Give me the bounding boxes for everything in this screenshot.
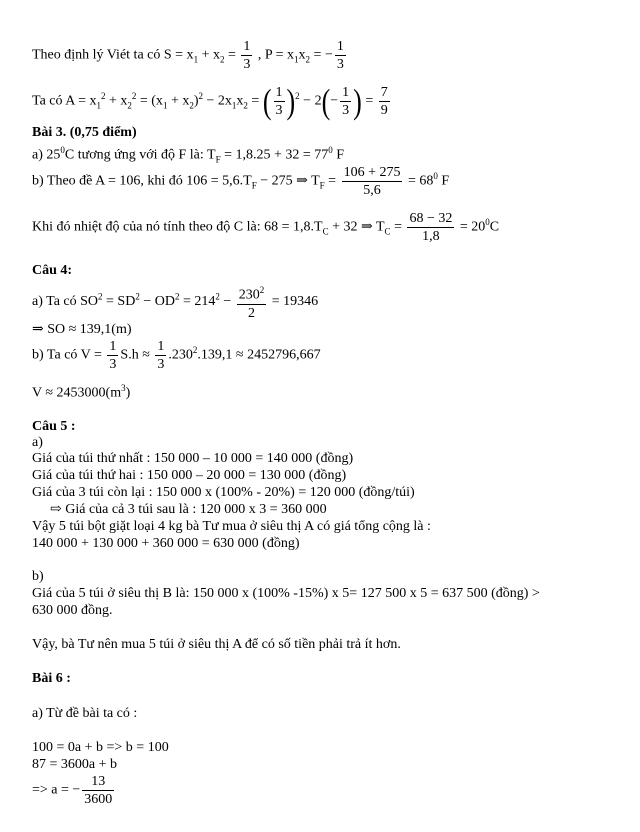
text-line: a) Ta có $SO^2 = SD^2 - OD^2 = 214^2$ − $\frac{230^2}{2}$ = 19346 xyxy=(32,282,318,322)
text-line: $V \approx 2453000(m^3)$ xyxy=(32,383,131,401)
section-heading: Câu 5 : xyxy=(32,419,76,434)
text-line: 140 000 + 130 000 + 360 000 = 630 000 (đồng) xyxy=(32,536,300,551)
text-line: a) xyxy=(32,435,43,450)
fraction: $\frac{1}{3}$ xyxy=(109,339,117,372)
text-line: a) $25^0C$ tương ứng với độ F là: $T_F = 1,8.25 + 32 = 77^0$ F xyxy=(32,145,345,165)
text-line: b) Theo đề A = 106, khi đó $106 = 5,6.T_F - 275$ ⇒ $T_F$ = $\frac{106 + 275}{5,6}$ = $68^0$ F xyxy=(32,165,450,198)
section-heading: Bài 3. (0,75 điểm) xyxy=(32,125,137,140)
viet-line: Theo định lý Viét ta có $S = x_1 + x_2$ = $\frac{1}{3}$ , $P = x_1x_2$ = − $\frac{1}{3}$ xyxy=(32,39,344,72)
text-line: 100 = 0a + b => b = 100 xyxy=(32,740,169,755)
text-line: b) xyxy=(32,569,44,584)
text-line: b) Ta có V = $\frac{1}{3}$ S.h ≈ $\frac{1}{3}$ $.230^2.139,1 \approx 2452796,667$ xyxy=(32,339,321,372)
text-line: Vậy, bà Tư nên mua 5 túi ở siêu thị A để có số tiền phải trả ít hơn. xyxy=(32,637,401,652)
fraction: $\frac{1}{3}$ xyxy=(336,39,344,72)
fraction: $\frac{1}{3}$ xyxy=(243,39,251,72)
text-line: 87 = 3600a + b xyxy=(32,757,118,772)
sum-squares-line: Ta có $A = x_1^2 + x_2^2 = (x_1 + x_2)^2 - 2x_1x_2$ = ( $\frac{1}{3}$ )$^2$ − 2(− $\frac{1}{3}$ ) = $\frac{7}{9}$ xyxy=(32,81,388,121)
section-heading: Bài 6 : xyxy=(32,671,71,686)
fraction: $\frac{230^2}{2}$ xyxy=(237,282,267,322)
text-line: ⇒ SO ≈ 139,1(m) xyxy=(32,322,132,337)
fraction: $\frac{68 - 32}{1,8}$ xyxy=(409,211,453,244)
text-line: Vậy 5 túi bột giặt loại 4 kg bà Tư mua ở siêu thị A có giá tổng cộng là : xyxy=(32,519,431,534)
fraction: $\frac{1}{3}$ xyxy=(342,85,350,118)
text-line: a) Từ đề bài ta có : xyxy=(32,706,138,721)
text-line: ⇨ Giá của cả 3 túi sau là : 120 000 x 3 = 360 000 xyxy=(50,502,327,517)
fraction: $\frac{1}{3}$ xyxy=(157,339,165,372)
section-heading: Câu 4: xyxy=(32,263,73,278)
fraction: $\frac{13}{3600}$ xyxy=(84,774,113,807)
text-line: 630 000 đồng. xyxy=(32,603,113,618)
text-line: Khi đó nhiệt độ của nó tính theo độ C là: $68 = 1,8.T_C + 32$ ⇒ $T_C$ = $\frac{68 - 32}{1,8}$ = $20^0C$ xyxy=(32,211,500,244)
text-line: Giá của 5 túi ở siêu thị B là: 150 000 x (100% -15%) x 5= 127 500 x 5 = 637 500 (đồng) > xyxy=(32,586,540,601)
fraction: $\frac{106 + 275}{5,6}$ xyxy=(343,165,401,198)
fraction: $\frac{7}{9}$ xyxy=(380,85,388,118)
text-line: Giá của túi thứ hai : 150 000 – 20 000 = 130 000 (đồng) xyxy=(32,468,347,483)
fraction: $\frac{1}{3}$ xyxy=(275,85,283,118)
text-line: Giá của túi thứ nhất : 150 000 – 10 000 = 140 000 (đồng) xyxy=(32,451,354,466)
text-line: Giá của 3 túi còn lại : 150 000 x (100% - 20%) = 120 000 (đồng/túi) xyxy=(32,485,415,500)
text-line: => a = − $\frac{13}{3600}$ xyxy=(32,774,113,807)
